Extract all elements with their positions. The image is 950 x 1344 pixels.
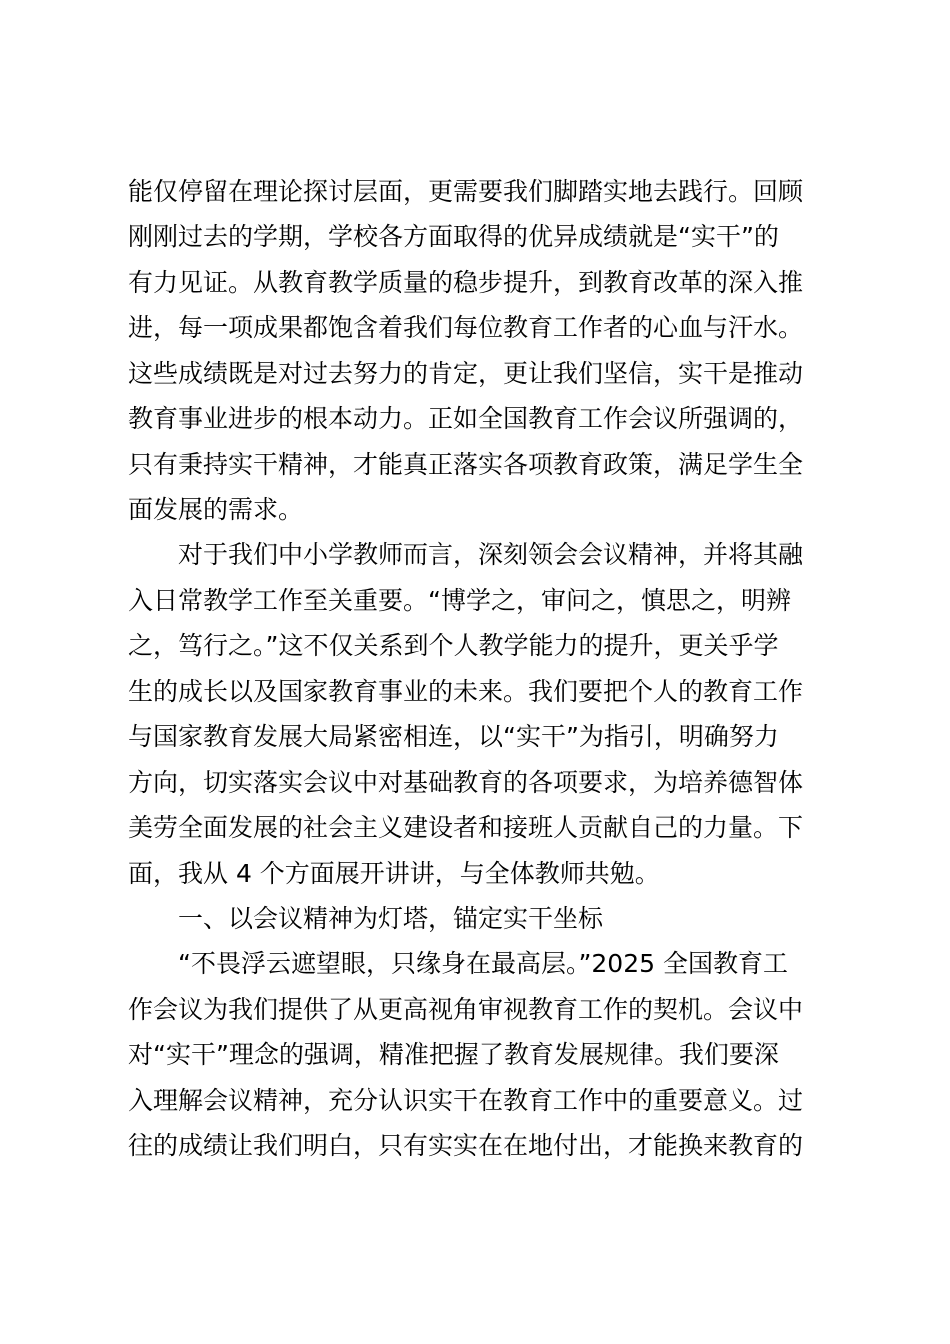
body-line: 入理解会议精神，充分认识实干在教育工作中的重要意义。过 [128,1086,804,1115]
body-line: 进，每一项成果都饱含着我们每位教育工作者的心血与汗水。 [128,313,804,342]
body-line: 能仅停留在理论探讨层面，更需要我们脚踏实地去践行。回顾 [128,177,804,206]
body-line: 刚刚过去的学期，学校各方面取得的优异成绩就是“实干”的 [128,222,779,251]
paragraph-start-line: 对于我们中小学教师而言，深刻领会会议精神，并将其融 [178,540,804,569]
body-line: 教育事业进步的根本动力。正如全国教育工作会议所强调的， [128,404,804,433]
body-line: 方向，切实落实会议中对基础教育的各项要求，为培养德智体 [128,768,804,797]
paragraph-start-line: “不畏浮云遮望眼，只缘身在最高层。”2025 全国教育工 [178,949,788,978]
body-line: 与国家教育发展大局紧密相连，以“实干”为指引，明确努力 [128,722,779,751]
body-line: 美劳全面发展的社会主义建设者和接班人贡献自己的力量。下 [128,813,804,842]
body-line: 这些成绩既是对过去努力的肯定，更让我们坚信，实干是推动 [128,359,804,388]
body-line: 面，我从 4 个方面展开讲讲，与全体教师共勉。 [128,859,660,888]
body-line: 生的成长以及国家教育事业的未来。我们要把个人的教育工作 [128,677,804,706]
body-line: 只有秉持实干精神，才能真正落实各项教育政策，满足学生全 [128,450,804,479]
body-line: 作会议为我们提供了从更高视角审视教育工作的契机。会议中 [128,995,804,1024]
body-line: 面发展的需求。 [128,495,304,524]
body-line: 有力见证。从教育教学质量的稳步提升，到教育改革的深入推 [128,268,804,297]
section-heading: 一、以会议精神为灯塔，锚定实干坐标 [178,904,604,933]
body-line: 对“实干”理念的强调，精准把握了教育发展规律。我们要深 [128,1040,779,1069]
body-line: 之，笃行之。”这不仅关系到个人教学能力的提升，更关乎学 [128,631,779,660]
body-line: 入日常教学工作至关重要。“博学之，审问之，慎思之，明辨 [128,586,791,615]
body-line: 往的成绩让我们明白，只有实实在在地付出，才能换来教育的 [128,1131,804,1160]
